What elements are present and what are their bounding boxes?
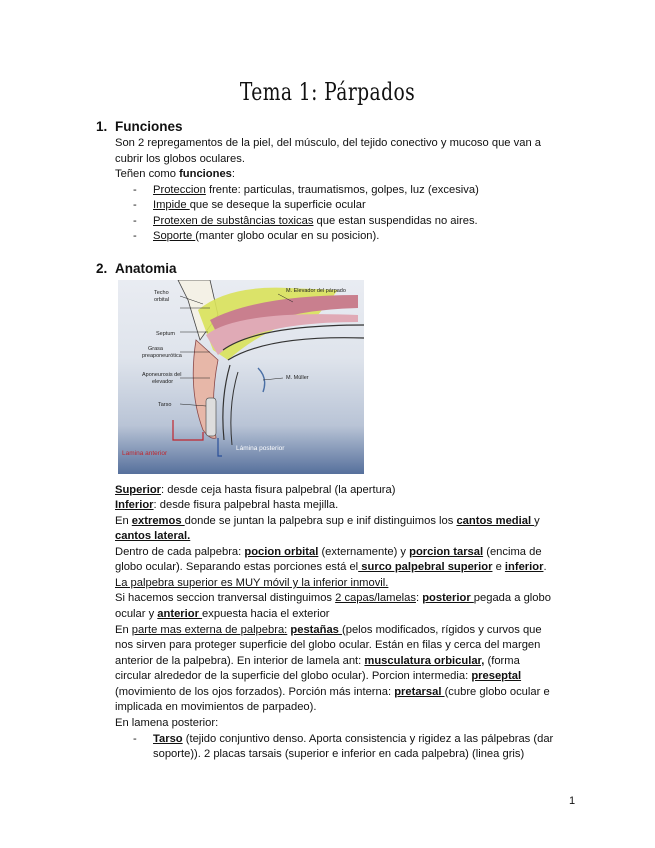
line-movil — [115, 576, 580, 592]
bold-underlined-run: cantos medial — [456, 515, 535, 527]
bold-underlined-run: Tarso — [153, 733, 183, 745]
text-run: frente: particulas, traumatismos, golpes, luz (excesiva) — [205, 184, 479, 196]
bullet-dash: - — [133, 184, 137, 196]
line-pretarsal — [115, 685, 580, 701]
text-run: (manter globo ocular en su posicion). — [195, 230, 380, 242]
eyelid-diagram — [118, 280, 364, 474]
bullet-dash: - — [133, 199, 137, 211]
bullet-dash: - — [133, 733, 137, 745]
label-lamina-anterior: Lamina anterior — [122, 450, 168, 457]
text-run: soporte)). 2 placas tarsais (superior e inferior en cada palpebra) (linea gris) — [153, 748, 525, 760]
page-title: Tema 1: Párpados — [239, 78, 416, 106]
bold-underlined-run: surco palpebral superior — [358, 561, 493, 573]
text-run: Si hacemos seccion tranversal distinguimos — [115, 592, 336, 604]
eyelid-anatomy-figure — [118, 280, 364, 474]
line-extremos — [115, 514, 580, 530]
line-porciones — [115, 545, 580, 561]
text-run: En — [115, 515, 132, 527]
underlined-run: La palpebra superior es MUY móvil y la inferior inmovil. — [115, 577, 389, 589]
text-run: (tejido conjuntivo denso. Aporta consistencia y rigidez a las pálpebras (dar — [182, 733, 554, 745]
text-run: anterior de la palpebra). En interior de lamela ant: — [115, 655, 365, 667]
underlined-run: parte mas externa de palpebra: — [131, 624, 288, 636]
line-parpadeo: implicada en movimientos de parpadeo). — [115, 701, 317, 713]
underlined-run: Proteccion — [153, 184, 206, 196]
line-seccion — [115, 591, 580, 607]
label-lamina-posterior: Lámina posterior — [236, 445, 285, 452]
tarsus-shape — [206, 398, 216, 436]
section-2-title: Anatomia — [115, 261, 177, 276]
text-run: que se deseque la superficie ocular — [189, 199, 366, 211]
bold-underlined-run: pocion orbital — [244, 546, 319, 558]
line-filas: nos sirven para proteger superficie del globo ocular. Están en filas y cerca del margen — [115, 639, 541, 651]
label-tarso: Tarso — [158, 402, 172, 408]
section-1-line-2: cubrir los globos oculares. — [115, 153, 245, 165]
bullet-dash: - — [133, 215, 137, 227]
label-aponeurosis: Aponeurosis del — [142, 372, 182, 378]
section-1-number: 1. — [96, 119, 108, 134]
text-run: que estan suspendidas no aires. — [313, 215, 478, 227]
underlined-run: Impide — [153, 199, 190, 211]
bold-underlined-run: musculatura orbicular, — [364, 655, 485, 667]
label-muller: M. Müller — [286, 375, 309, 381]
text-run: : desde ceja hasta fisura palpebral (la apertura) — [161, 484, 396, 496]
bold-underlined-run: anterior — [157, 608, 203, 620]
section-2-heading — [96, 261, 177, 276]
bullet-dash: - — [133, 230, 137, 242]
globe-curve-4 — [231, 372, 238, 445]
bold-underlined-run: preseptal — [471, 670, 522, 682]
text-run: : desde fisura palpebral hasta mejilla. — [153, 499, 339, 511]
bold-underlined-run: Superior — [115, 484, 162, 496]
bold-underlined-run: inferior — [504, 561, 544, 573]
line-surco — [115, 560, 580, 576]
label-elevador: M. Elevador del párpado — [286, 288, 346, 294]
globe-curve-3 — [223, 365, 230, 440]
bold-underlined-run: cantos lateral. — [115, 530, 191, 542]
underlined-run: Protexen de substâncias toxicas — [153, 215, 314, 227]
bold-underlined-run: pretarsal — [394, 686, 445, 698]
label-preaponeurotica: preaponeurótica — [142, 353, 182, 359]
text-run: e — [492, 561, 505, 573]
bold-underlined-run: porcion tarsal — [409, 546, 484, 558]
text-run: donde se juntan la palpebra sup e inif distinguimos los — [184, 515, 457, 527]
text-run: y — [534, 515, 540, 527]
text-run: (externamente) y — [318, 546, 410, 558]
leader-line — [263, 378, 283, 380]
text-run: globo ocular). Separando estas porciones está el — [115, 561, 359, 573]
bold-run: funciones — [179, 168, 232, 180]
text-run: (encima de — [483, 546, 542, 558]
lamina-anterior-bracket — [173, 420, 203, 440]
bold-underlined-run: Inferior — [115, 499, 154, 511]
label-grasa: Grasa — [148, 346, 163, 352]
text-run: (cubre globo ocular e — [444, 686, 550, 698]
label-elevador-2: elevador — [152, 379, 174, 385]
section-1-title: Funciones — [115, 119, 183, 134]
lamina-posterior-bracket — [218, 438, 222, 456]
text-run: En — [115, 624, 132, 636]
page-number: 1 — [569, 795, 576, 807]
underlined-run: Soporte — [153, 230, 196, 242]
text-run: pegada a globo — [473, 592, 551, 604]
bold-underlined-run: extremos — [131, 515, 185, 527]
text-run: : — [415, 592, 423, 604]
line-anterior — [115, 607, 580, 623]
text-run: : — [231, 168, 236, 180]
text-run: Teñen como — [115, 168, 180, 180]
bold-underlined-run: posterior — [422, 592, 474, 604]
line-cantos — [115, 529, 580, 545]
text-run: . — [543, 561, 547, 573]
line-pestanas — [115, 623, 580, 639]
text-run: circular alrededor de la superficie del globo ocular). Porcion intermedia: — [115, 670, 472, 682]
section-1-line-1: Son 2 repregamentos de la piel, del músculo, del tejido conectivo y mucoso que van a — [115, 137, 541, 149]
text-run: (pelos modificados, rígidos y curvos que — [342, 624, 542, 636]
section-1-heading — [96, 119, 183, 134]
line-lamena: En lamena posterior: — [115, 717, 219, 729]
text-run: expuesta hacia el exterior — [202, 608, 330, 620]
section-1-line-3 — [115, 167, 580, 183]
underlined-run: 2 capas/lamelas — [335, 592, 416, 604]
label-orbital: orbital — [154, 297, 169, 303]
line-superior — [115, 483, 580, 499]
text-run: Dentro de cada palpebra: — [115, 546, 245, 558]
text-run: (forma — [484, 655, 520, 667]
line-orbicular — [115, 654, 580, 670]
bold-underlined-run: pestañas — [290, 624, 343, 636]
label-septum: Septum — [156, 331, 175, 337]
line-inferior — [115, 498, 580, 514]
text-run: (movimiento de los ojos forzados). Porción más interna: — [115, 686, 395, 698]
label-techo: Techo — [154, 290, 169, 296]
line-preseptal — [115, 669, 580, 685]
section-2-number: 2. — [96, 261, 108, 276]
text-run: ocular y — [115, 608, 158, 620]
